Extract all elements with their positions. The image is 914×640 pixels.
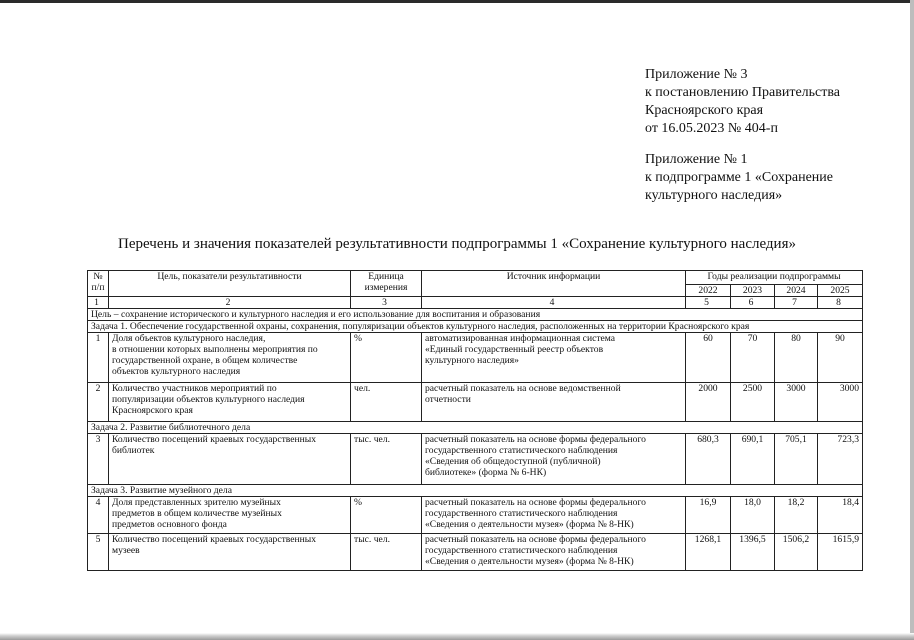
row-value-2025: 723,3 bbox=[818, 434, 863, 485]
appendix-1-line: культурного наследия» bbox=[645, 188, 783, 203]
row-source bbox=[422, 333, 686, 383]
scan-right-edge bbox=[910, 0, 914, 640]
row-value-2024: 1506,2 bbox=[775, 534, 818, 571]
row-unit: чел. bbox=[351, 383, 422, 422]
header-num-line: № bbox=[93, 271, 103, 282]
row-value-2024: 18,2 bbox=[775, 497, 818, 534]
appendix-1-header bbox=[645, 151, 833, 205]
source-line: библиотеке» (форма № 6-НК) bbox=[425, 467, 547, 478]
source-line: государственного статистического наблюдения bbox=[425, 545, 618, 556]
row-unit: тыс. чел. bbox=[351, 434, 422, 485]
row-num: 3 bbox=[88, 434, 109, 485]
header-unit-line: Единица bbox=[368, 271, 404, 282]
indicator-line: Доля представленных зрителю музейных bbox=[112, 497, 281, 508]
row-unit: % bbox=[351, 333, 422, 383]
task-text: Задача 2. Развитие библиотечного дела bbox=[88, 422, 863, 434]
source-line: государственного статистического наблюдения bbox=[425, 445, 618, 456]
source-line: отчетности bbox=[425, 394, 471, 405]
goal-row bbox=[88, 309, 863, 321]
row-source bbox=[422, 534, 686, 571]
scan-bottom-edge bbox=[0, 633, 914, 640]
indicator-line: объектов культурного наследия bbox=[112, 366, 241, 377]
row-value-2022: 60 bbox=[686, 333, 731, 383]
header-num bbox=[88, 271, 109, 297]
header-indicator: Цель, показатели результативности bbox=[109, 271, 351, 297]
row-value-2025: 3000 bbox=[818, 383, 863, 422]
indicator-line: Красноярского края bbox=[112, 405, 193, 416]
appendix-1-line: Приложение № 1 bbox=[645, 152, 748, 167]
row-indicator bbox=[109, 434, 351, 485]
source-line: «Сведения о деятельности музея» (форма № 8-НК) bbox=[425, 519, 634, 530]
indicator-line: предметов в общем количестве музейных bbox=[112, 508, 282, 519]
header-unit-line: измерения bbox=[364, 282, 408, 293]
header-year: 2024 bbox=[775, 285, 818, 297]
row-value-2024: 3000 bbox=[775, 383, 818, 422]
table-row bbox=[88, 434, 863, 485]
row-unit: тыс. чел. bbox=[351, 534, 422, 571]
row-indicator bbox=[109, 333, 351, 383]
row-value-2025: 1615,9 bbox=[818, 534, 863, 571]
table-row bbox=[88, 383, 863, 422]
row-value-2025: 90 bbox=[818, 333, 863, 383]
row-num: 4 bbox=[88, 497, 109, 534]
row-num: 5 bbox=[88, 534, 109, 571]
row-value-2025: 18,4 bbox=[818, 497, 863, 534]
row-value-2024: 80 bbox=[775, 333, 818, 383]
indicator-line: музеев bbox=[112, 545, 140, 556]
column-number: 6 bbox=[731, 297, 775, 309]
row-source bbox=[422, 383, 686, 422]
header-year: 2022 bbox=[686, 285, 731, 297]
table-row bbox=[88, 333, 863, 383]
row-source bbox=[422, 434, 686, 485]
source-line: культурного наследия» bbox=[425, 355, 519, 366]
header-year: 2025 bbox=[818, 285, 863, 297]
row-value-2023: 70 bbox=[731, 333, 775, 383]
header-num-line: п/п bbox=[91, 282, 105, 293]
indicator-line: Количество посещений краевых государственных bbox=[112, 534, 317, 545]
appendix-3-line: Приложение № 3 bbox=[645, 67, 748, 82]
indicators-table bbox=[87, 270, 863, 571]
appendix-3-line: Красноярского края bbox=[645, 103, 764, 118]
source-line: «Сведения о деятельности музея» (форма № 8-НК) bbox=[425, 556, 634, 567]
indicator-line: Количество посещений краевых государственных bbox=[112, 434, 317, 445]
header-source: Источник информации bbox=[422, 271, 686, 297]
column-number: 2 bbox=[109, 297, 351, 309]
row-value-2023: 690,1 bbox=[731, 434, 775, 485]
row-value-2024: 705,1 bbox=[775, 434, 818, 485]
row-indicator bbox=[109, 497, 351, 534]
appendix-3-line: к постановлению Правительства bbox=[645, 85, 841, 100]
column-number: 7 bbox=[775, 297, 818, 309]
indicator-line: популяризации объектов культурного наследия bbox=[112, 394, 305, 405]
source-line: государственного статистического наблюдения bbox=[425, 508, 618, 519]
indicator-line: в отношении которых выполнены мероприятия по bbox=[112, 344, 318, 355]
document-title: Перечень и значения показателей результативности подпрограммы 1 «Сохранение культурного наследия» bbox=[118, 236, 796, 252]
header-row bbox=[88, 271, 863, 285]
goal-text: Цель – сохранение исторического и культурного наследия и его использование для воспитания и образования bbox=[88, 309, 863, 321]
row-num: 1 bbox=[88, 333, 109, 383]
row-value-2022: 1268,1 bbox=[686, 534, 731, 571]
task-text: Задача 1. Обеспечение государственной охраны, сохранения, популяризации объектов культурного наследия, расположенных на территории Красноярского края bbox=[88, 321, 863, 333]
column-number: 1 bbox=[88, 297, 109, 309]
indicator-line: библиотек bbox=[112, 445, 155, 456]
row-source bbox=[422, 497, 686, 534]
source-line: расчетный показатель на основе формы федерального bbox=[425, 497, 646, 508]
indicator-line: предметов основного фонда bbox=[112, 519, 227, 530]
row-indicator bbox=[109, 534, 351, 571]
indicator-line: Доля объектов культурного наследия, bbox=[112, 333, 266, 344]
appendix-3-line: от 16.05.2023 № 404-п bbox=[645, 121, 778, 136]
task-text: Задача 3. Развитие музейного дела bbox=[88, 485, 863, 497]
indicator-line: государственной охране, в общем количестве bbox=[112, 355, 298, 366]
header-year: 2023 bbox=[731, 285, 775, 297]
appendix-1-line: к подпрограмме 1 «Сохранение bbox=[645, 170, 834, 185]
table-row bbox=[88, 534, 863, 571]
appendix-3-header bbox=[645, 66, 840, 138]
row-value-2023: 1396,5 bbox=[731, 534, 775, 571]
row-num: 2 bbox=[88, 383, 109, 422]
column-number-row bbox=[88, 297, 863, 309]
row-indicator bbox=[109, 383, 351, 422]
row-value-2022: 2000 bbox=[686, 383, 731, 422]
column-number: 5 bbox=[686, 297, 731, 309]
row-value-2022: 680,3 bbox=[686, 434, 731, 485]
task-row bbox=[88, 321, 863, 333]
task-row bbox=[88, 485, 863, 497]
source-line: расчетный показатель на основе формы федерального bbox=[425, 434, 646, 445]
source-line: расчетный показатель на основе формы федерального bbox=[425, 534, 646, 545]
indicator-line: Количество участников мероприятий по bbox=[112, 383, 277, 394]
column-number: 3 bbox=[351, 297, 422, 309]
source-line: автоматизированная информационная система bbox=[425, 333, 616, 344]
column-number: 4 bbox=[422, 297, 686, 309]
source-line: «Единый государственный реестр объектов bbox=[425, 344, 604, 355]
table-row bbox=[88, 497, 863, 534]
row-value-2022: 16,9 bbox=[686, 497, 731, 534]
column-number: 8 bbox=[818, 297, 863, 309]
row-value-2023: 18,0 bbox=[731, 497, 775, 534]
source-line: расчетный показатель на основе ведомственной bbox=[425, 383, 621, 394]
source-line: «Сведения об общедоступной (публичной) bbox=[425, 456, 601, 467]
row-unit: % bbox=[351, 497, 422, 534]
task-row bbox=[88, 422, 863, 434]
row-value-2023: 2500 bbox=[731, 383, 775, 422]
header-years-group: Годы реализации подпрограммы bbox=[686, 271, 863, 285]
scan-top-edge bbox=[0, 0, 914, 3]
header-unit bbox=[351, 271, 422, 297]
